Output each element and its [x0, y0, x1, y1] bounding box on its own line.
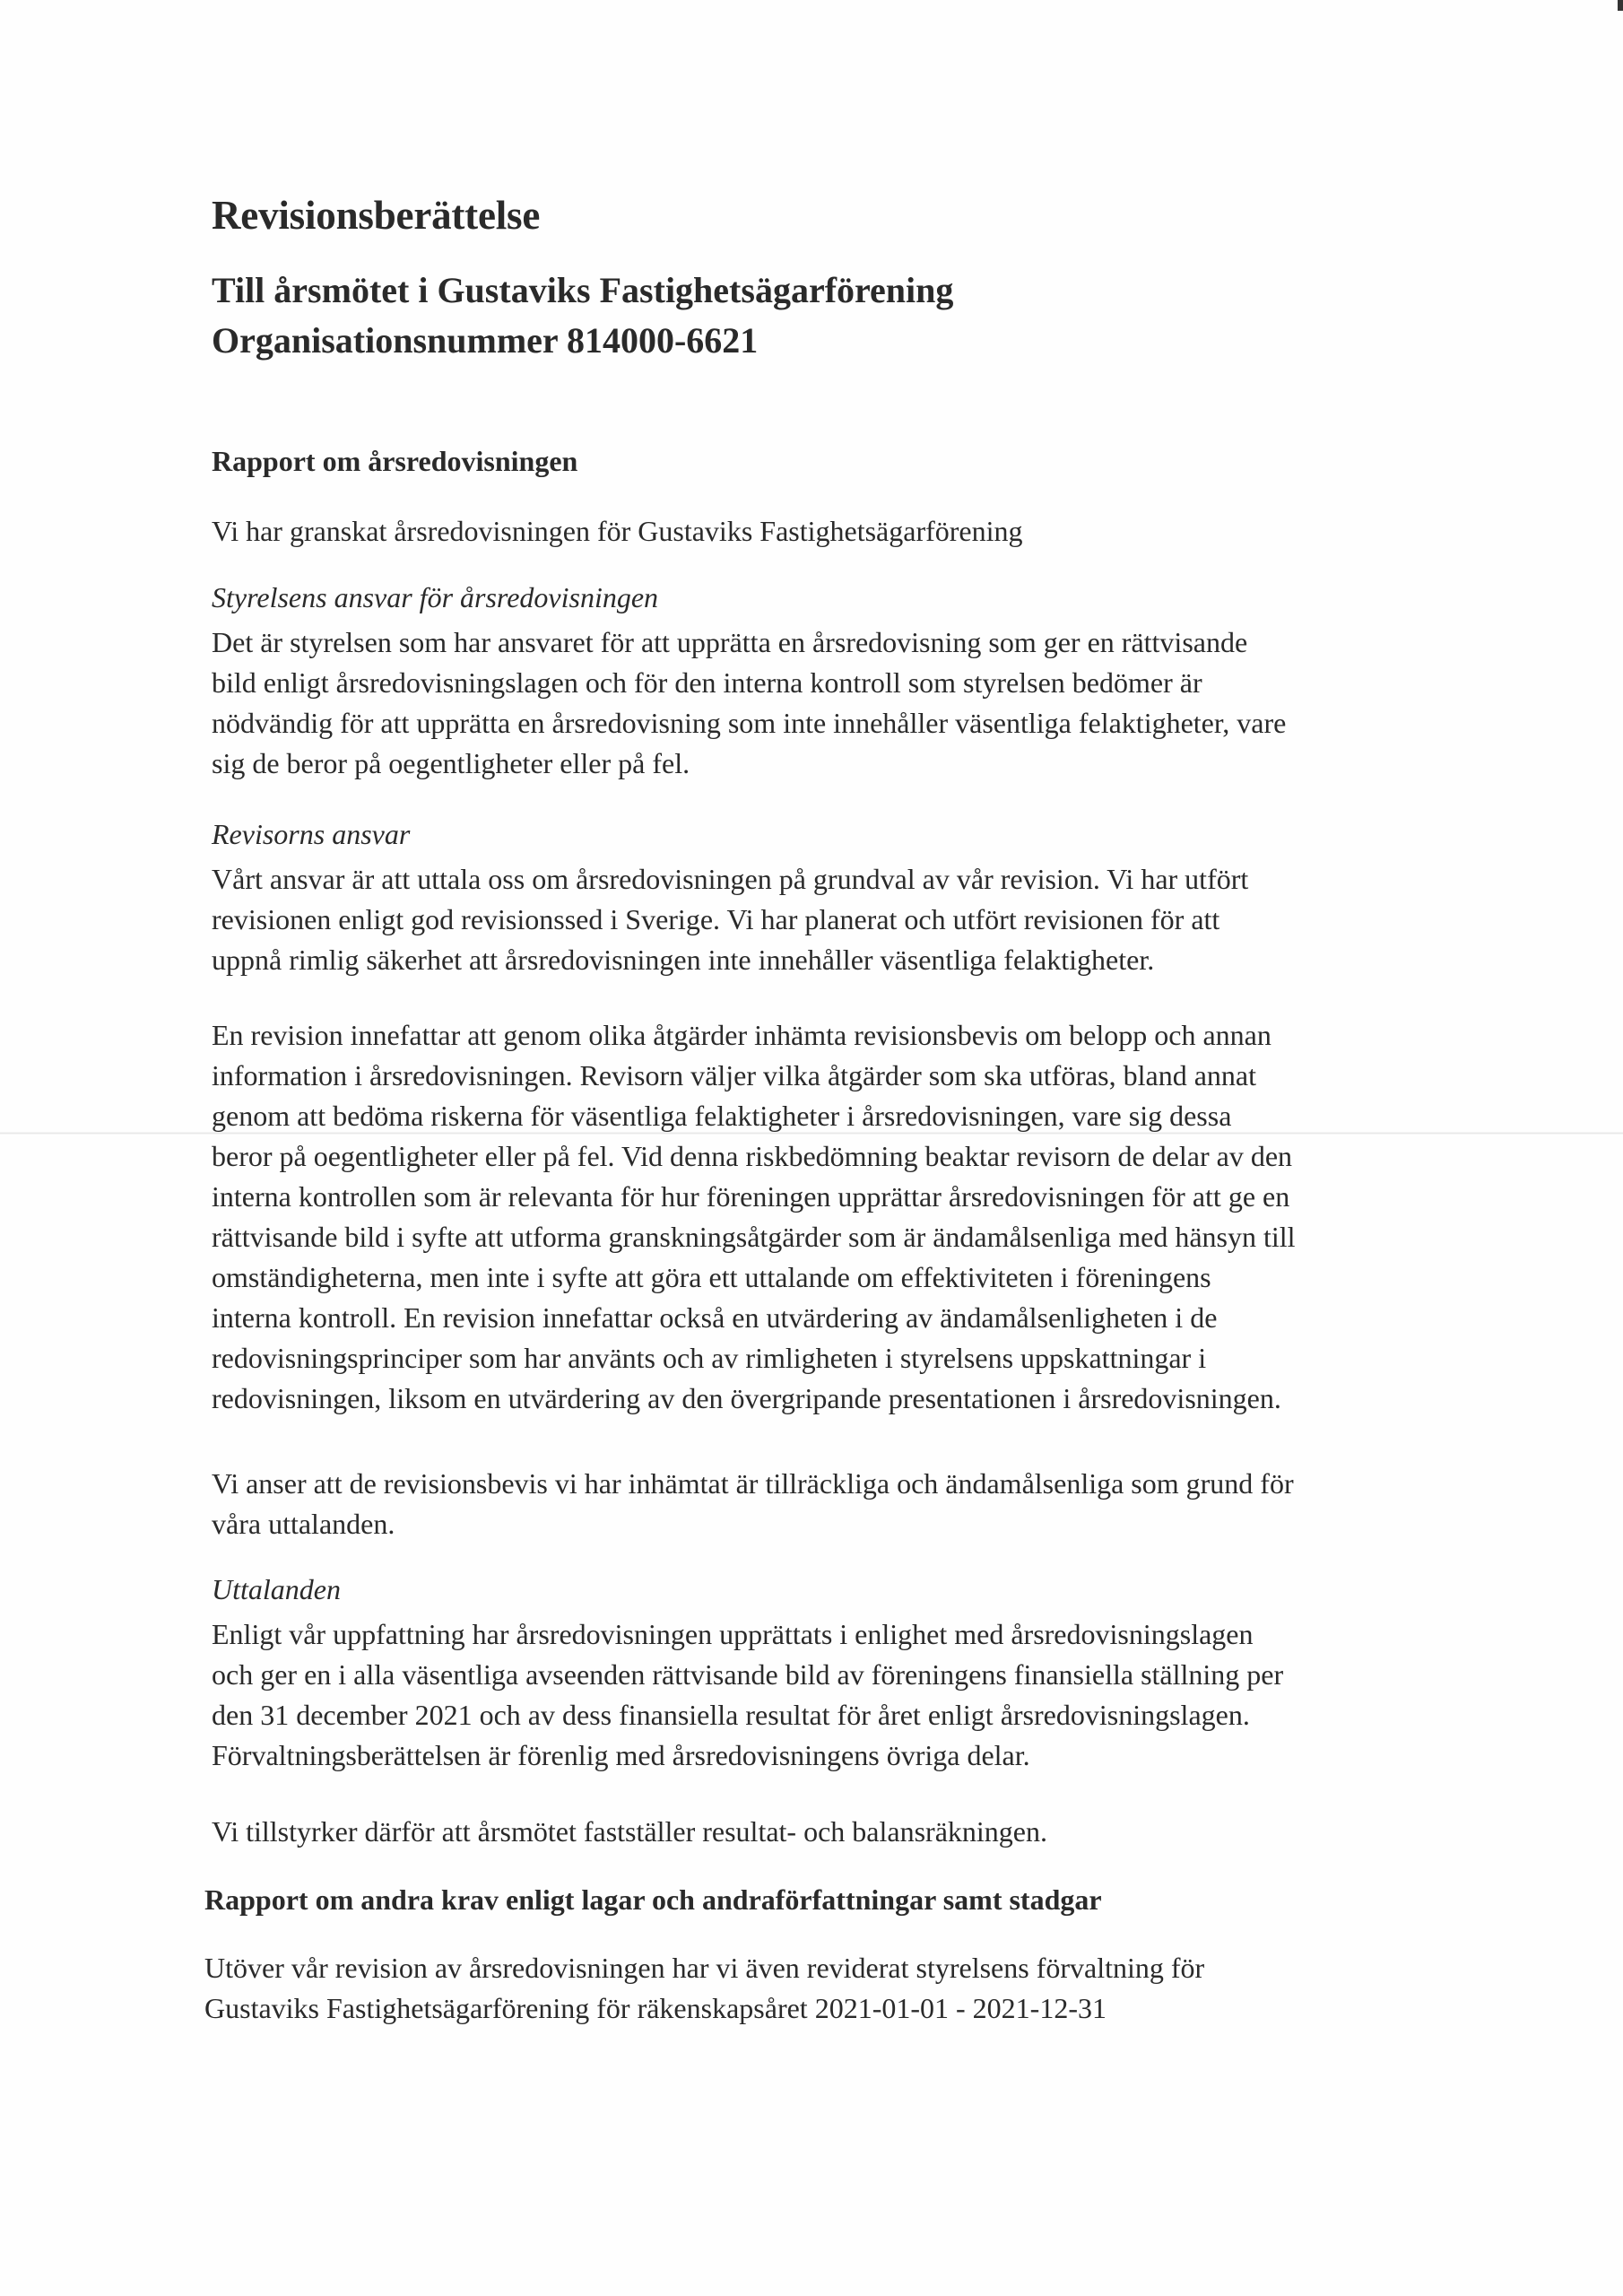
subheading-opinions: Uttalanden	[212, 1573, 341, 1605]
text-line: Vi har granskat årsredovisningen för Gustaviks Fastighetsägarförening	[212, 515, 1023, 547]
recipient-line: Till årsmötet i Gustaviks Fastighetsägarförening	[212, 270, 954, 310]
paragraph-opinions	[212, 1614, 1283, 1776]
scan-corner-mark	[1618, 0, 1623, 11]
subheading-auditor-responsibility: Revisorns ansvar	[212, 818, 411, 850]
text-line: rättvisande bild i syfte att utforma granskningsåtgärder som är ändamålsenliga med hänsyn till	[212, 1221, 1296, 1253]
paragraph-auditor-responsibility	[212, 859, 1248, 980]
text-line: beror på oegentligheter eller på fel. Vid denna riskbedömning beaktar revisorn de delar av den	[212, 1140, 1293, 1172]
section-heading-annual-report: Rapport om årsredovisningen	[212, 445, 578, 477]
paragraph-recommendation	[212, 1812, 1047, 1852]
text-line: redovisningsprinciper som har använts och av rimligheten i styrelsens uppskattningar i	[212, 1342, 1207, 1374]
text-line: nödvändig för att upprätta en årsredovisning som inte innehåller väsentliga felaktigheter, vare	[212, 707, 1287, 739]
text-line: Gustaviks Fastighetsägarförening för räkenskapsåret 2021-01-01 - 2021-12-31	[204, 1992, 1107, 2024]
paragraph-evidence	[212, 1464, 1294, 1544]
section-heading-other-requirements: Rapport om andra krav enligt lagar och andraförfattningar samt stadgar	[204, 1883, 1102, 1916]
text-line: En revision innefattar att genom olika åtgärder inhämta revisionsbevis om belopp och annan	[212, 1019, 1271, 1051]
text-line: Utöver vår revision av årsredovisningen har vi även reviderat styrelsens förvaltning för	[204, 1952, 1205, 1984]
text-line: den 31 december 2021 och av dess finansiella resultat för året enligt årsredovisningslagen.	[212, 1699, 1250, 1731]
text-line: interna kontroll. En revision innefattar också en utvärdering av ändamålsenligheten i de	[212, 1301, 1218, 1334]
text-line: Förvaltningsberättelsen är förenlig med årsredovisningens övriga delar.	[212, 1739, 1030, 1771]
text-line: redovisningen, liksom en utvärdering av den övergripande presentationen i årsredovisningen.	[212, 1382, 1281, 1414]
organisation-number: Organisationsnummer 814000-6621	[212, 320, 759, 361]
text-line: Vi tillstyrker därför att årsmötet fastställer resultat- och balansräkningen.	[212, 1815, 1047, 1848]
text-line: Det är styrelsen som har ansvaret för att upprätta en årsredovisning som ger en rättvisande	[212, 626, 1248, 658]
paragraph-other-requirements	[204, 1948, 1204, 2029]
text-line: genom att bedöma riskerna för väsentliga felaktigheter i årsredovisningen, vare sig dessa	[212, 1100, 1232, 1132]
text-line: interna kontrollen som är relevanta för hur föreningen upprättar årsredovisningen för att ge en	[212, 1180, 1290, 1213]
text-line: sig de beror på oegentligheter eller på fel.	[212, 747, 690, 779]
text-line: information i årsredovisningen. Revisorn väljer vilka åtgärder som ska utföras, bland annat	[212, 1059, 1257, 1091]
text-line: våra uttalanden.	[212, 1508, 395, 1540]
text-line: Vi anser att de revisionsbevis vi har inhämtat är tillräckliga och ändamålsenliga som grund för	[212, 1467, 1294, 1500]
text-line: revisionen enligt god revisionssed i Sverige. Vi har planerat och utfört revisionen för att	[212, 903, 1220, 935]
paragraph-board-responsibility	[212, 622, 1286, 784]
text-line: Enligt vår uppfattning har årsredovisningen upprättats i enlighet med årsredovisningslagen	[212, 1618, 1254, 1650]
text-line: och ger en i alla väsentliga avseenden rättvisande bild av föreningens finansiella ställning per	[212, 1658, 1284, 1691]
text-line: uppnå rimlig säkerhet att årsredovisningen inte innehåller väsentliga felaktigheter.	[212, 944, 1155, 976]
text-line: bild enligt årsredovisningslagen och för den interna kontroll som styrelsen bedömer är	[212, 666, 1202, 699]
intro-paragraph	[212, 511, 1023, 552]
text-line: omständigheterna, men inte i syfte att göra ett uttalande om effektiviteten i föreningens	[212, 1261, 1211, 1293]
document-title: Revisionsberättelse	[212, 193, 541, 238]
text-line: Vårt ansvar är att uttala oss om årsredovisningen på grundval av vår revision. Vi har utfört	[212, 863, 1249, 895]
paragraph-audit-scope	[212, 1015, 1296, 1419]
subheading-board-responsibility: Styrelsens ansvar för årsredovisningen	[212, 581, 659, 613]
